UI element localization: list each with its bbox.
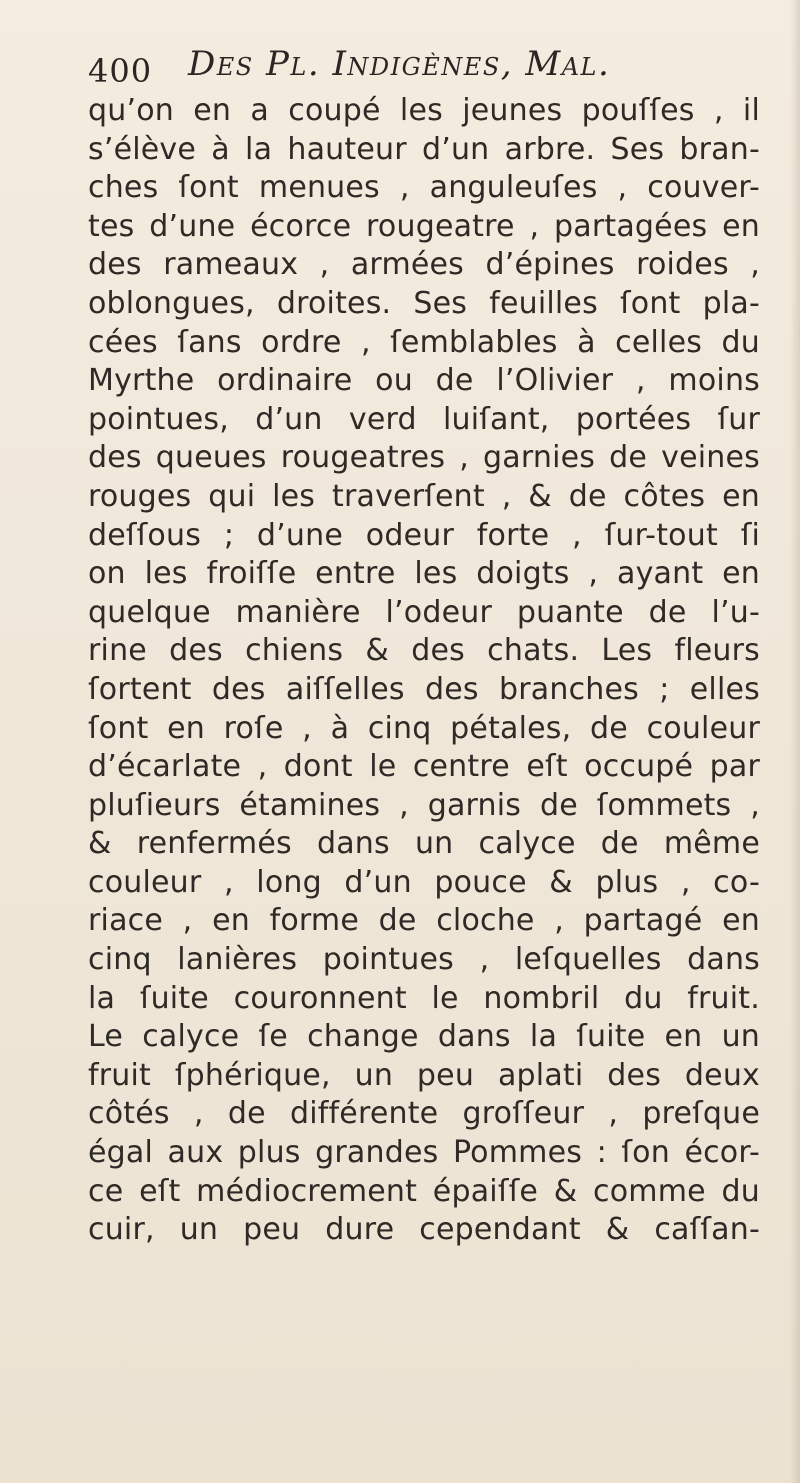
text-line: égal aux plus grandes Pommes : ſon écor- [88,1135,760,1171]
text-line: on les froiſſe entre les doigts , ayant en [88,556,760,592]
text-line: cuir, un peu dure cependant & caſſan- [88,1212,760,1248]
page-edge-shadow [790,0,800,1483]
text-line: quelque manière l’odeur puante de l’u- [88,594,760,630]
text-line: d’écarlate , dont le centre eſt occupé par [88,749,760,785]
text-line: des queues rougeatres , garnies de veines [88,440,760,476]
text-line: pluſieurs étamines , garnis de ſommets , [88,787,760,823]
text-line: la ſuite couronnent le nombril du fruit. [88,980,760,1016]
running-title: Des Pl. Indigènes, Mal. [188,44,611,84]
text-line: ſont en roſe , à cinq pétales, de couleur [88,710,760,746]
text-line: ce eſt médiocrement épaiſſe & comme du [88,1173,760,1209]
text-line: & renfermés dans un calyce de même [88,826,760,862]
text-line: pointues, d’un verd luiſant, portées ſur [88,401,760,437]
body-text [88,92,760,1250]
text-line: rine des chiens & des chats. Les fleurs [88,633,760,669]
text-line: riace , en forme de cloche , partagé en [88,903,760,939]
text-line: qu’on en a coupé les jeunes pouſſes , il [88,93,760,128]
text-line: rouges qui les traverſent , & de côtes en [88,478,760,514]
text-line: Le calyce ſe change dans la ſuite en un [88,1019,760,1055]
text-line: côtés , de différente groſſeur , preſque [88,1096,760,1132]
text-line: tes d’une écorce rougeatre , partagées en [88,208,760,244]
text-line: ches ſont menues , anguleuſes , couver- [88,170,760,206]
page-number: 400 [88,52,153,90]
text-line: couleur , long d’un pouce & plus , co- [88,864,760,900]
text-line: ſortent des aiſſelles des branches ; elles [88,671,760,707]
text-line: des rameaux , armées d’épines roides , [88,247,760,283]
text-line: Myrthe ordinaire ou de l’Olivier , moins [88,363,760,399]
text-line: oblongues, droites. Ses feuilles ſont pla- [88,285,760,321]
text-line: s’élève à la hauteur d’un arbre. Ses bran- [88,131,760,167]
text-line: cées ſans ordre , ſemblables à celles du [88,324,760,360]
text-line: cinq lanières pointues , leſquelles dans [88,942,760,978]
text-line: fruit ſphérique, un peu aplati des deux [88,1057,760,1093]
text-line: deſſous ; d’une odeur forte , ſur-tout ſi [88,517,760,553]
